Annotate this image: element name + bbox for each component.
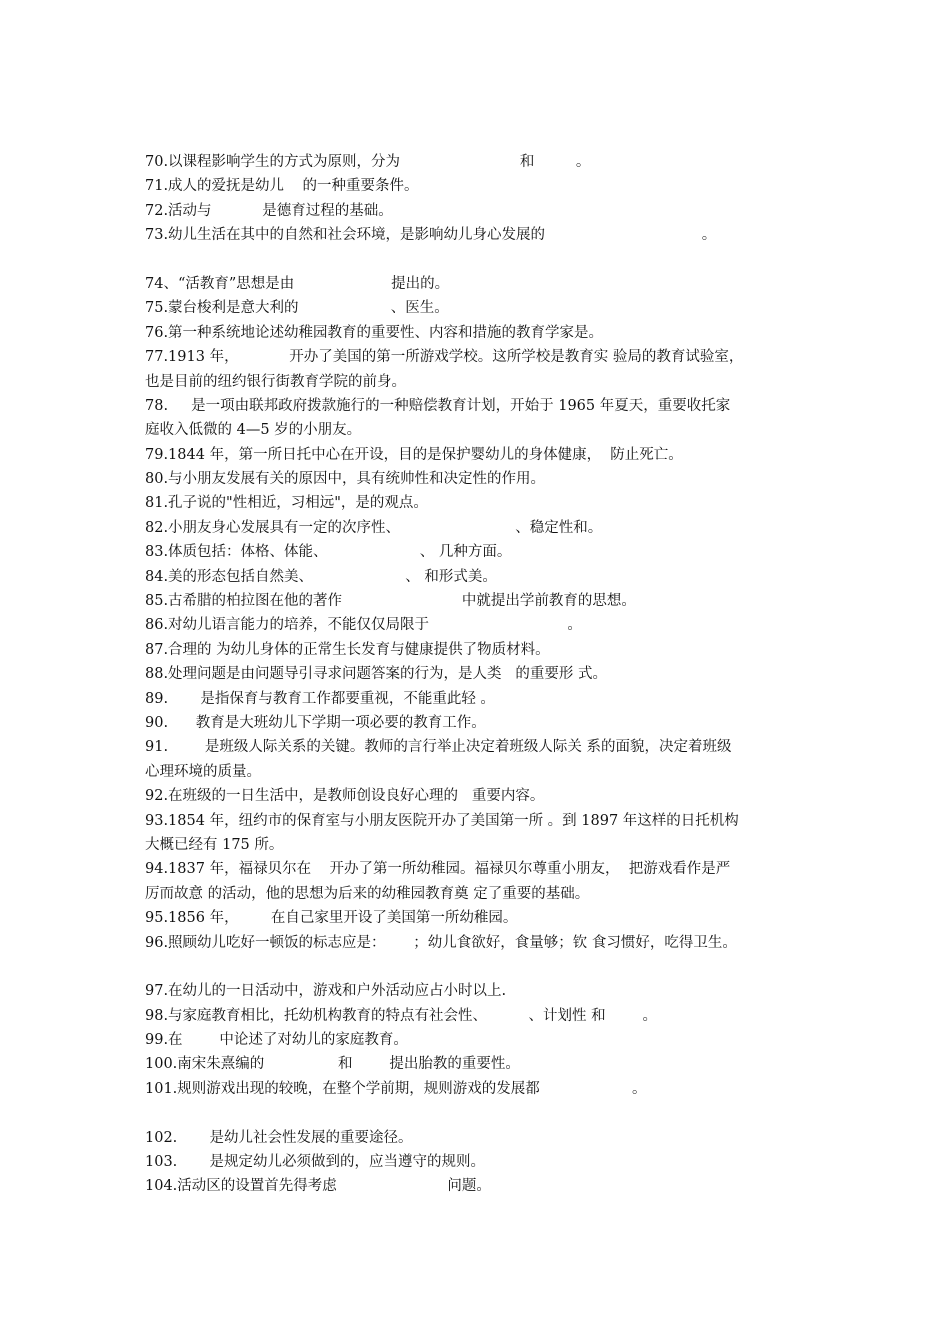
- question-line: 102. 是幼儿社会性发展的重要途径。: [145, 1129, 413, 1146]
- question-line: 103. 是规定幼儿必须做到的，应当遵守的规则。: [145, 1154, 486, 1171]
- question-list: [145, 150, 825, 1199]
- question-line: 80.与小朋友发展有关的原因中，具有统帅性和决定性的作用。: [145, 471, 546, 488]
- question-line: 88.处理问题是由问题导引寻求问题答案的行为，是人类 的重要形 式。: [145, 666, 607, 683]
- question-line: 76.第一种系统地论述幼稚园教育的重要性、内容和措施的教育学家是。: [145, 324, 604, 341]
- question-line: 75.蒙台梭利是意大利的 、医生。: [145, 300, 449, 317]
- question-line: 大概已经有 175 所。: [145, 836, 284, 853]
- question-line: 82.小朋友身心发展具有一定的次序性、 、稳定性和。: [145, 519, 603, 536]
- blank-line: [145, 955, 825, 979]
- question-line: 77.1913 年， 开办了美国的第一所游戏学校。这所学校是教育实 验局的教育试验室，: [145, 349, 744, 366]
- question-line: 84.美的形态包括自然美、 、 和形式美。: [145, 568, 497, 585]
- question-line: 96.照顾幼儿吃好一顿饭的标志应是： ；幼儿食欲好，食量够；钦 食习惯好，吃得卫生。: [145, 934, 737, 951]
- question-line: 101.规则游戏出现的较晚，在整个学前期，规则游戏的发展都 。: [145, 1080, 647, 1097]
- question-line: 79.1844 年，第一所日托中心在开设，目的是保护婴幼儿的身体健康， 防止死亡。: [145, 446, 683, 463]
- question-line: 厉而故意 的活动，他的思想为后来的幼稚园教育奠 定了重要的基础。: [145, 885, 590, 902]
- question-line: 70.以课程影响学生的方式为原则，分为 和 。: [145, 154, 591, 170]
- question-line: 72.活动与 是德育过程的基础。: [145, 202, 393, 219]
- blank-line: [145, 248, 825, 272]
- blank-line: [145, 1101, 825, 1125]
- question-line: 89. 是指保育与教育工作都要重视，不能重此轻 。: [145, 690, 495, 707]
- question-line: 也是目前的纽约银行街教育学院的前身。: [145, 373, 406, 390]
- question-line: 90. 教育是大班幼儿下学期一项必要的教育工作。: [145, 714, 486, 731]
- question-line: 81.孔子说的"性相近，习相远"，是的观点。: [145, 495, 428, 512]
- question-line: 心理环境的质量。: [145, 763, 261, 780]
- question-line: 庭收入低微的 4—5 岁的小朋友。: [145, 422, 362, 439]
- question-line: 83.体质包括：体格、体能、 、 几种方面。: [145, 544, 512, 561]
- question-line: 73.幼儿生活在其中的自然和社会环境，是影响幼儿身心发展的 。: [145, 227, 717, 244]
- question-line: 78. 是一项由联邦政府拨款施行的一种赔偿教育计划，开始于 1965 年夏天，重要收托家: [145, 397, 731, 414]
- question-line: 86.对幼儿语言能力的培养，不能仅仅局限于 。: [145, 617, 582, 634]
- question-line: 100.南宋朱熹编的 和 提出胎教的重要性。: [145, 1056, 520, 1073]
- question-line: 98.与家庭教育相比，托幼机构教育的特点有社会性、 、计划性 和 。: [145, 1007, 658, 1024]
- question-line: 104.活动区的设置首先得考虑 问题。: [145, 1178, 491, 1195]
- question-line: 94.1837 年，福禄贝尔在 开办了第一所幼稚园。福禄贝尔尊重小朋友， 把游戏看作是严: [145, 861, 731, 878]
- question-line: 87.合理的 为幼儿身体的正常生长发育与健康提供了物质材料。: [145, 641, 550, 658]
- question-line: 93.1854 年，纽约市的保育室与小朋友医院开办了美国第一所 。到 1897 年这样的日托机构: [145, 812, 739, 829]
- question-line: 97.在幼儿的一日活动中，游戏和户外活动应占小时以上.: [145, 983, 507, 1000]
- question-line: 99.在 中论述了对幼儿的家庭教育。: [145, 1032, 408, 1049]
- question-line: 92.在班级的一日生活中，是教师创设良好心理的 重要内容。: [145, 788, 545, 805]
- question-line: 74、“活教育”思想是由 提出的。: [145, 275, 450, 292]
- question-line: 85.古希腊的柏拉图在他的著作 中就提出学前教育的思想。: [145, 593, 636, 610]
- question-line: 95.1856 年， 在自己家里开设了美国第一所幼稚园。: [145, 910, 518, 927]
- question-line: 91. 是班级人际关系的关键。教师的言行举止决定着班级人际关 系的面貌，决定着班级: [145, 739, 732, 756]
- question-line: 71.成人的爱抚是幼儿 的一种重要条件。: [145, 178, 419, 195]
